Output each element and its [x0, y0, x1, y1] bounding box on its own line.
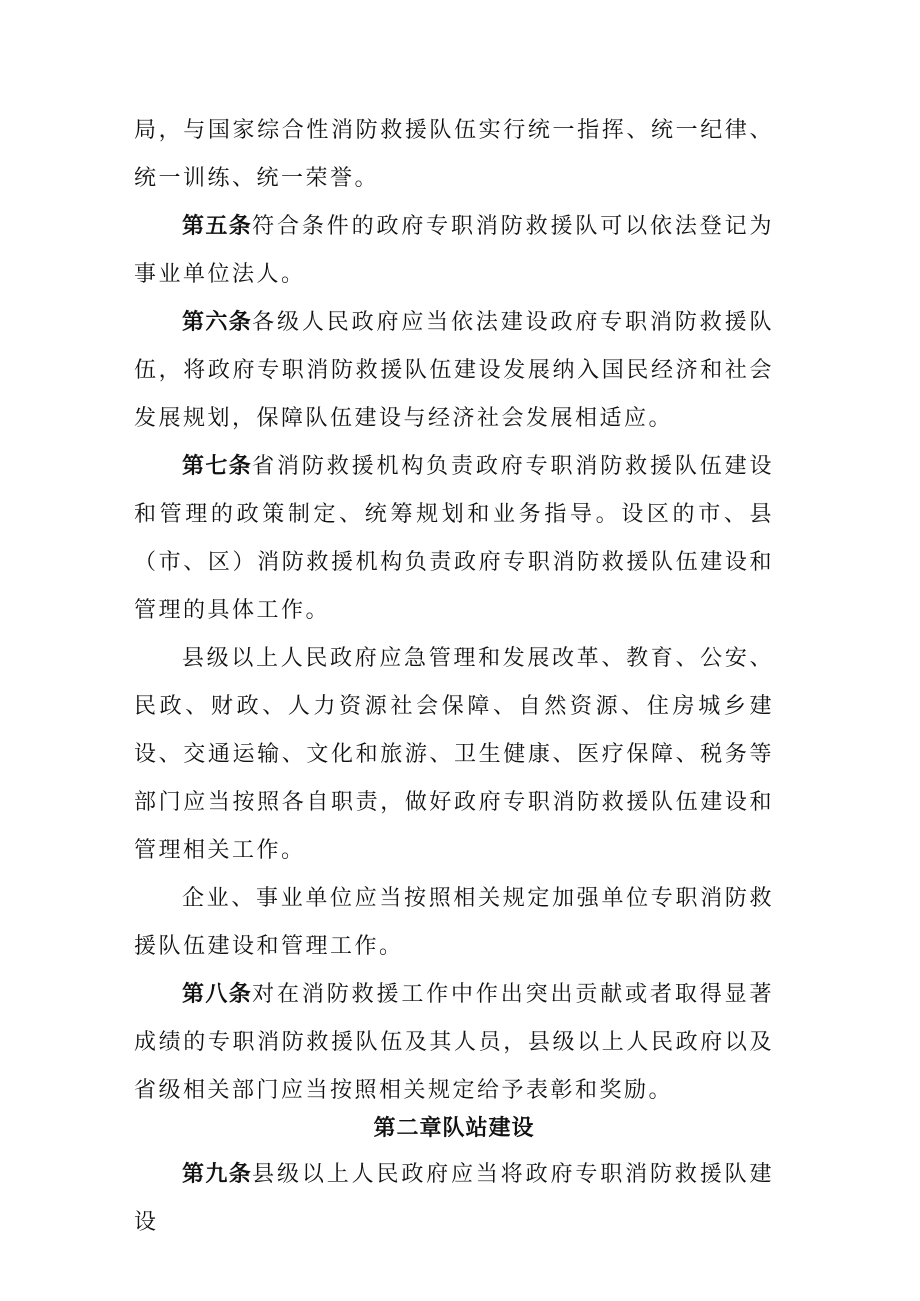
document-body: [134, 107, 774, 1247]
article-text: 县级以上人民政府应当将政府专职消防救援队建设: [134, 1162, 774, 1235]
article-9: [134, 1151, 774, 1247]
paragraph-text: 县级以上人民政府应急管理和发展改革、教育、公安、民政、财政、人力资源社会保障、自然资源、住房城乡建设、交通运输、文化和旅游、卫生健康、医疗保障、税务等部门应当按照各自职责，做好政府专职消防救援队伍建设和管理相关工作。: [134, 646, 774, 863]
article-7-paragraph-3: [134, 875, 774, 971]
article-5: [134, 203, 774, 299]
article-heading: 第五条: [182, 214, 253, 239]
article-text: 各级人民政府应当依法建设政府专职消防救援队伍，将政府专职消防救援队伍建设发展纳入国民经济和社会发展规划，保障队伍建设与经济社会发展相适应。: [134, 310, 774, 431]
article-7: [134, 443, 774, 635]
article-text: 省消防救援机构负责政府专职消防救援队伍建设和管理的政策制定、统筹规划和业务指导。设区的市、县（市、区）消防救援机构负责政府专职消防救援队伍建设和管理的具体工作。: [134, 454, 774, 623]
paragraph-text: 企业、事业单位应当按照相关规定加强单位专职消防救援队伍建设和管理工作。: [134, 886, 774, 959]
article-heading: 第七条: [182, 454, 253, 479]
paragraph-continuation: [134, 107, 774, 203]
article-heading: 第八条: [182, 982, 253, 1007]
article-heading: 第九条: [182, 1162, 253, 1187]
article-text: 对在消防救援工作中作出突出贡献或者取得显著成绩的专职消防救援队伍及其人员，县级以上人民政府以及省级相关部门应当按照相关规定给予表彰和奖励。: [134, 982, 774, 1103]
article-text: 符合条件的政府专职消防救援队可以依法登记为事业单位法人。: [134, 214, 774, 287]
article-7-paragraph-2: [134, 635, 774, 875]
article-heading: 第六条: [182, 310, 253, 335]
chapter-title: 第二章队站建设: [373, 1116, 535, 1141]
paragraph-text: 局，与国家综合性消防救援队伍实行统一指挥、统一纪律、统一训练、统一荣誉。: [134, 118, 774, 191]
article-6: [134, 299, 774, 443]
article-8: [134, 971, 774, 1115]
